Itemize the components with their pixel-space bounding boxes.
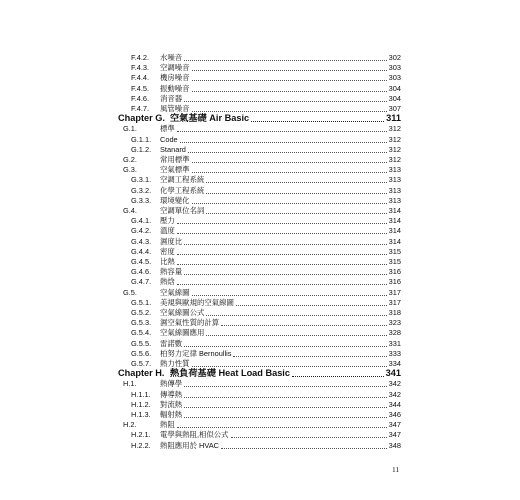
toc-entry-number: G.4.7.: [131, 277, 152, 287]
toc-entry-page: 312: [388, 144, 401, 154]
toc-entry-title: 空氣線圖公式: [160, 308, 205, 317]
toc-entry-number: G.4.5.: [131, 257, 152, 266]
toc-entry-page: 314: [388, 206, 401, 215]
toc-entry-number: G.5.3.: [131, 318, 152, 328]
toc-entry-number: H.2.2.: [131, 440, 151, 450]
toc-entry-title: 振動噪音: [160, 83, 190, 93]
toc-entry-page: 346: [388, 410, 401, 419]
toc-entry-page: 313: [388, 175, 401, 185]
toc-entry-page: 342: [388, 389, 401, 399]
toc-entry-number: F.4.7.: [131, 104, 150, 113]
toc-entry-title: 熱傳學: [160, 379, 183, 389]
toc-entry-number: G.1.: [123, 124, 137, 134]
toc-entry-page: 317: [388, 287, 401, 297]
toc-entry-number: G.1.1.: [131, 134, 152, 144]
toc-entry-page: 341: [385, 368, 401, 379]
toc-entry-title: 環境變化: [160, 195, 190, 205]
toc-entry-page: 316: [388, 277, 401, 287]
toc-entry-page: 314: [388, 226, 401, 236]
toc-entry-title: 美規與歐規的空氣線圖: [160, 297, 234, 307]
toc-entry-number: G.5.7.: [131, 359, 152, 368]
toc-entry-page: 344: [388, 399, 401, 409]
toc-entry-page: 312: [388, 124, 401, 134]
toc-entry-number: G.4.2.: [131, 226, 152, 236]
toc-entry-number: Chapter G.: [118, 113, 165, 124]
toc-entry-page: 304: [388, 93, 401, 103]
toc-entry-title: 熱容量: [160, 267, 183, 277]
toc-entry-number: G.5.6.: [131, 348, 152, 358]
toc-entry-title: 化學工程系統: [160, 185, 205, 195]
toc-entry-title: 標準: [160, 124, 175, 134]
toc-entry-title: Code: [160, 134, 178, 144]
toc-entry-page: 342: [388, 379, 401, 389]
toc-entry-number: G.3.3.: [131, 195, 152, 205]
toc-entry-number: G.4.: [123, 206, 137, 215]
toc-entry-page: 315: [388, 246, 401, 256]
toc-entry-title: 空氣基礎 Air Basic: [170, 113, 250, 124]
toc-entry-number: G.4.3.: [131, 236, 152, 246]
toc-entry-title: 傳導熱: [160, 389, 183, 399]
toc-entry-title: 輻射熱: [160, 410, 183, 419]
toc-entry-number: G.5.5.: [131, 338, 152, 348]
toc-entry-page: 303: [388, 63, 401, 73]
toc-entry-page: 304: [388, 83, 401, 93]
toc-entry-page: 313: [388, 185, 401, 195]
toc-entry-page: 348: [388, 440, 401, 450]
toc-entry-title: 空氣標準: [160, 165, 190, 175]
toc-entry-title: 比熱: [160, 257, 175, 266]
toc-entry-number: G.4.6.: [131, 267, 152, 277]
toc-entry-title: 空調噪音: [160, 63, 190, 73]
toc-entry-title: 熱阻應用於 HVAC: [160, 440, 219, 450]
toc-entry-number: H.1.1.: [131, 389, 151, 399]
toc-entry-page: 331: [388, 338, 401, 348]
page-number: 11: [392, 465, 400, 474]
toc-entry-title: 溫度: [160, 226, 175, 236]
toc-entry-title: 空氣線圖: [160, 287, 190, 297]
toc-entry-number: H.1.3.: [131, 410, 151, 419]
toc-entry-number: H.2.: [123, 420, 137, 430]
toc-entry-title: 水噪音: [160, 53, 183, 62]
toc-entry-page: 314: [388, 236, 401, 246]
toc-entry-title: 熱焓: [160, 277, 175, 287]
toc-entry-page: 316: [388, 267, 401, 277]
toc-entry-number: F.4.6.: [131, 93, 150, 103]
toc-entry-page: 315: [388, 257, 401, 266]
toc-entry-page: 317: [388, 297, 401, 307]
toc-entry-title: 壓力: [160, 216, 175, 226]
toc-entry-page: 323: [388, 318, 401, 328]
toc-entry-number: G.5.1.: [131, 297, 152, 307]
toc-entry-row[interactable]: [0, 440, 520, 451]
toc-entry-number: F.4.5.: [131, 83, 150, 93]
toc-entry-title: 濕空氣性質的計算: [160, 318, 220, 328]
toc-entry-number: G.1.2.: [131, 144, 152, 154]
toc-entry-number: G.5.: [123, 287, 137, 297]
toc-entry-number: H.1.2.: [131, 399, 151, 409]
toc-entry-number: Chapter H.: [118, 368, 165, 379]
toc-entry-page: 303: [388, 73, 401, 83]
toc-entry-title: 柏努力定律 Bernoullis: [160, 348, 232, 358]
toc-entry-title: 空調單位名詞: [160, 206, 205, 215]
toc-entry-page: 347: [388, 420, 401, 430]
toc-entry-number: H.2.1.: [131, 430, 151, 440]
toc-entry-page: 333: [388, 348, 401, 358]
toc-entry-title: 熱力性質: [160, 359, 190, 368]
toc-entry-number: F.4.2.: [131, 53, 150, 62]
toc-entry-number: G.4.1.: [131, 216, 152, 226]
toc-entry-title: 常用標準: [160, 155, 190, 164]
toc-entry-number: G.4.4.: [131, 246, 152, 256]
toc-entry-number: F.4.4.: [131, 73, 150, 83]
toc-entry-title: 消音器: [160, 93, 183, 103]
toc-entry-number: G.3.: [123, 165, 137, 175]
toc-entry-page: 314: [388, 216, 401, 226]
toc-entry-number: H.1.: [123, 379, 137, 389]
toc-entry-page: 311: [386, 113, 401, 124]
toc-entry-number: G.3.1.: [131, 175, 152, 185]
toc-entry-page: 307: [388, 104, 401, 113]
toc-entry-number: G.3.2.: [131, 185, 152, 195]
toc-entry-title: 熱阻: [160, 420, 175, 430]
toc-entry-title: 濕度比: [160, 236, 183, 246]
toc-entry-page: 334: [388, 359, 401, 368]
toc-entry-title: 風管噪音: [160, 104, 190, 113]
toc-entry-title: 電學與熱阻,相似公式: [160, 430, 229, 440]
toc-entry-number: G.5.4.: [131, 328, 152, 338]
toc-entry-page: 328: [388, 328, 401, 338]
toc-entry-page: 302: [388, 53, 401, 62]
toc-entry-title: 對流熱: [160, 399, 183, 409]
toc-entry-page: 318: [388, 308, 401, 317]
toc-entry-page: 347: [388, 430, 401, 440]
toc-entry-title: 空調工程系統: [160, 175, 205, 185]
toc-dot-leader: [221, 437, 387, 449]
toc-entry-title: 機房噪音: [160, 73, 190, 83]
toc-entry-number: F.4.3.: [131, 63, 150, 73]
toc-entry-page: 312: [388, 155, 401, 164]
toc-entry-page: 313: [388, 165, 401, 175]
toc-entry-title: 雷諾數: [160, 338, 183, 348]
toc-entry-title: 密度: [160, 246, 175, 256]
toc-entry-page: 312: [388, 134, 401, 144]
toc-entry-number: G.5.2.: [131, 308, 152, 317]
toc-entry-title: 空氣線圖應用: [160, 328, 205, 338]
toc-entry-number: G.2.: [123, 155, 137, 164]
toc-entry-title: Stanard: [160, 144, 186, 154]
toc-entry-title: 熱負荷基礎 Heat Load Basic: [170, 368, 290, 379]
toc-entry-page: 313: [388, 195, 401, 205]
